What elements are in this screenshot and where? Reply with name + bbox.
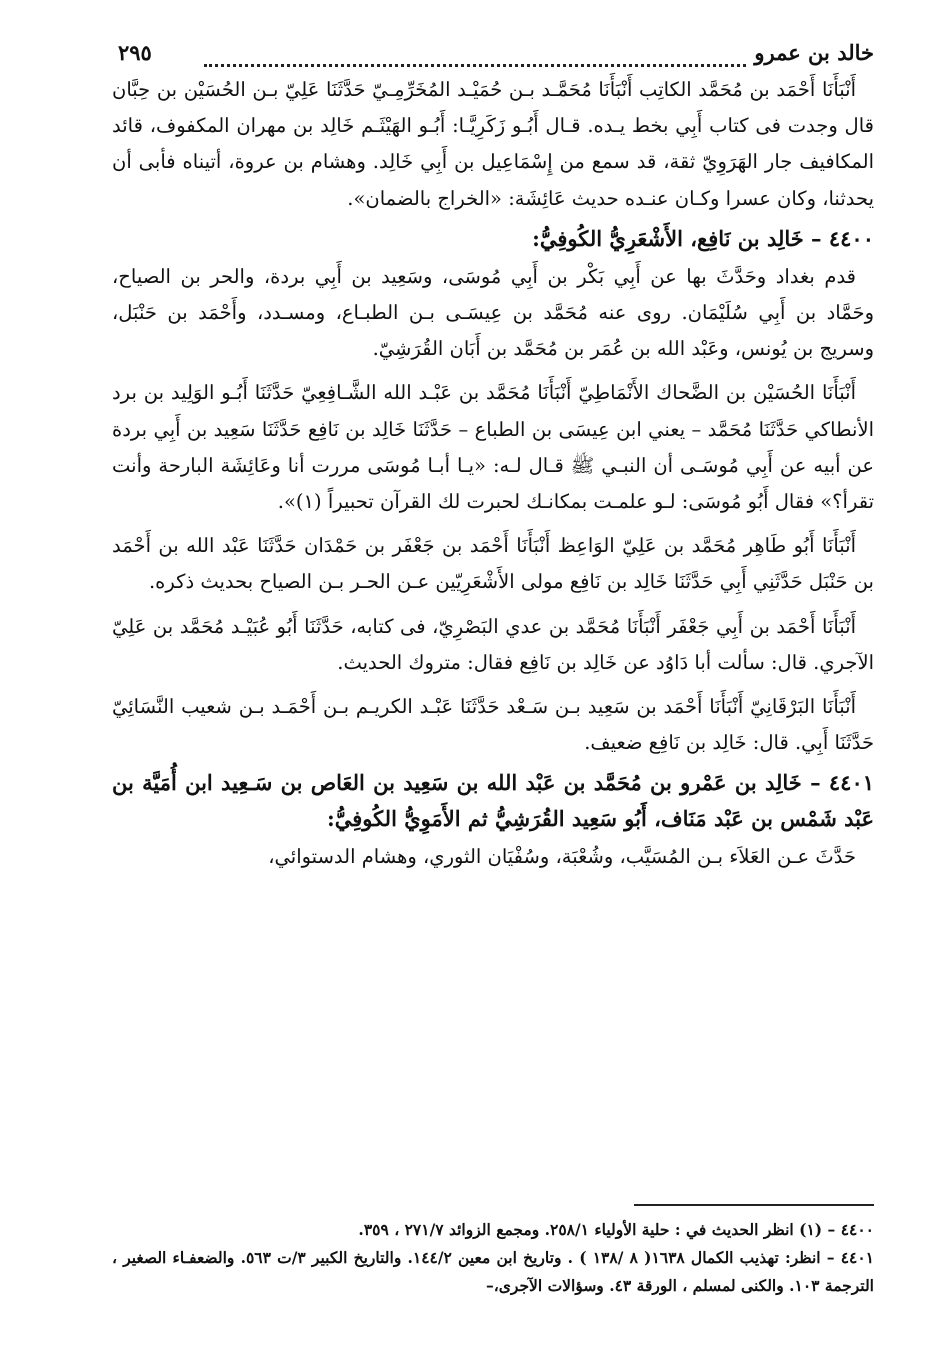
entry-4400-paragraph: أَنْبَأَنَا البَرْقَانِيّ أَنْبَأَنَا أَحْمَد بن سَعِيد بـن سَـعْد حَدَّثَنَا عَبْـد الكريـم بـن أَحْمَـد بـن شعيب النَّسَائِيّ حَدَّثَنَا أَبِي. قال: خَالِد بن نَافِع ضعيف. <box>112 695 874 755</box>
page-header <box>112 38 874 72</box>
entry-heading-4401: ٤٤٠١ – خَالِد بن عَمْرو بن مُحَمَّد بن عَبْد الله بن سَعِيد بن العَاص بن سَـعِيد ابن أُمَيَّة بن عَبْد شَمْس بن عَبْد مَنَاف، أَبُو سَعِيد القُرَشِيُّ ثم الأَمَوِيُّ الكُوفِيُّ: <box>112 770 875 832</box>
body-paragraph: أَنْبَأَنَا أَحْمَد بن مُحَمَّد الكاتِب أَنْبَأَنَا مُحَمَّـد بـن حُمَيْـد المُخَرِّمِـيّ حَدَّثَنَا عَلِيّ بـن الحُسَيْن بن حِبَّان قال وجدت فى كتاب أَبِي بخط يـده. قـال أَبُـو زَكَرِيَّـا: أَبُـو الهَيْثَـم خَالِد بن مهران المكفوف، قائد المكافيف جار الهَرَوِيّ ثقة، قد سمع من إِسْمَاعِيل بن أَبِي خَالِد. وهشام بن عروة، أتيناه فأبى أن يحدثنا، وكان عسرا وكـان عنـده حديث عَائِشَة: «الخراج بالضمان». <box>112 78 874 210</box>
footnote-4400: ٤٤٠٠ – (١) انظر الحديث في : حلية الأولياء ٢٥٨/١. ومجمع الزوائد ٢٧١/٧ ، ٣٥٩. <box>358 1220 874 1239</box>
entry-4400-paragraph: أَنْبَأَنَا أَبُو طَاهِر مُحَمَّد بن عَلِيّ الوَاعِظ أَنْبَأَنَا أَحْمَد بن جَعْفَر بن حَمْدَان حَدَّثَنَا عَبْد الله بن أَحْمَد بن حَنْبَل حَدَّثَنِي أَبِي حَدَّثَنَا خَالِد بن نَافِع مولى الأَشْعَرِيّين عـن الحـر بـن الصياح بحديث ذكره. <box>112 534 874 594</box>
entry-heading-4400: ٤٤٠٠ – خَالِد بن نَافِع، الأَشْعَرِيُّ الكُوفِيُّ: <box>532 225 874 251</box>
footnotes <box>112 1216 874 1300</box>
running-title: خالد بن عمرو <box>754 40 874 65</box>
entry-4400-paragraph: أَنْبَأَنَا أَحْمَد بن أَبِي جَعْفَر أَنْبَأَنَا مُحَمَّد بن عدي البَصْرِيّ، فى كتابه، حَدَّثَنَا أَبُو عُبَيْـد مُحَمَّد بن عَلِيّ الآجري. قال: سألت أبا دَاوُد عن خَالِد بن نَافِع فقال: متروك الحديث. <box>112 614 874 674</box>
book-page <box>112 38 874 1348</box>
entry-4401-paragraph: حَدَّثَ عـن العَلاَء بـن المُسَيَّب، وشُعْبَة، وسُفْيَان الثوري، وهشام الدستوائي، <box>268 845 856 869</box>
header-dot-leader <box>204 64 746 67</box>
footnote-separator <box>634 1204 874 1206</box>
footnote-4401: ٤٤٠١ – انظر: تهذيب الكمال ١٦٣٨( ٨ /١٣٨ ) . وتاريخ ابن معين ١٤٤/٢. والتاريخ الكبير ٣/ت ٥٦٣. والضعفـاء الصغير ، الترجمة ١٠٣. والكنى لمسلم ، الورقة ٤٣. وسؤالات الآجرى،– <box>112 1248 875 1295</box>
page-number: ٢٩٥ <box>118 40 152 65</box>
entry-4400-paragraph: أَنْبَأَنَا الحُسَيْن بن الضَّحاك الأَنْمَاطِيّ أَنْبَأَنَا مُحَمَّد بن عَبْـد الله الشَّـافِعِيّ حَدَّثَنَا أَبُـو الوَلِيد بن برد الأنطاكي حَدَّثَنَا مُحَمَّد – يعني ابن عِيسَى بن الطباع – حَدَّثَنَا خَالِد بن نَافِع حَدَّثَنَا سَعِيد بن أَبِي بردة عن أبيه عن أَبِي مُوسَـى أن النبـي ﷺ قـال لـه: «يـا أبـا مُوسَى مررت أنا وعَائِشَة البارحة وأنت تقرأ؟» فقال أَبُو مُوسَى: لـو علمـت بمكانـك لحبرت لك القرآن تحبيراً (١)». <box>112 381 874 514</box>
entry-4400-paragraph: قدم بغداد وحَدَّثَ بها عن أَبِي بَكْر بن أَبِي مُوسَى، وسَعِيد بن أَبِي بردة، والحر بن الصياح، وحَمَّاد بن أَبِي سُلَيْمَان. روى عنه مُحَمَّد بن عِيسَـى بـن الطبـاع، ومسـدد، وأَحْمَد بن حَنْبَل، وسريج بن يُونس، وعَبْد الله بن عُمَر بن مُحَمَّد بن أَبَان القُرَشِيّ. <box>112 264 874 361</box>
